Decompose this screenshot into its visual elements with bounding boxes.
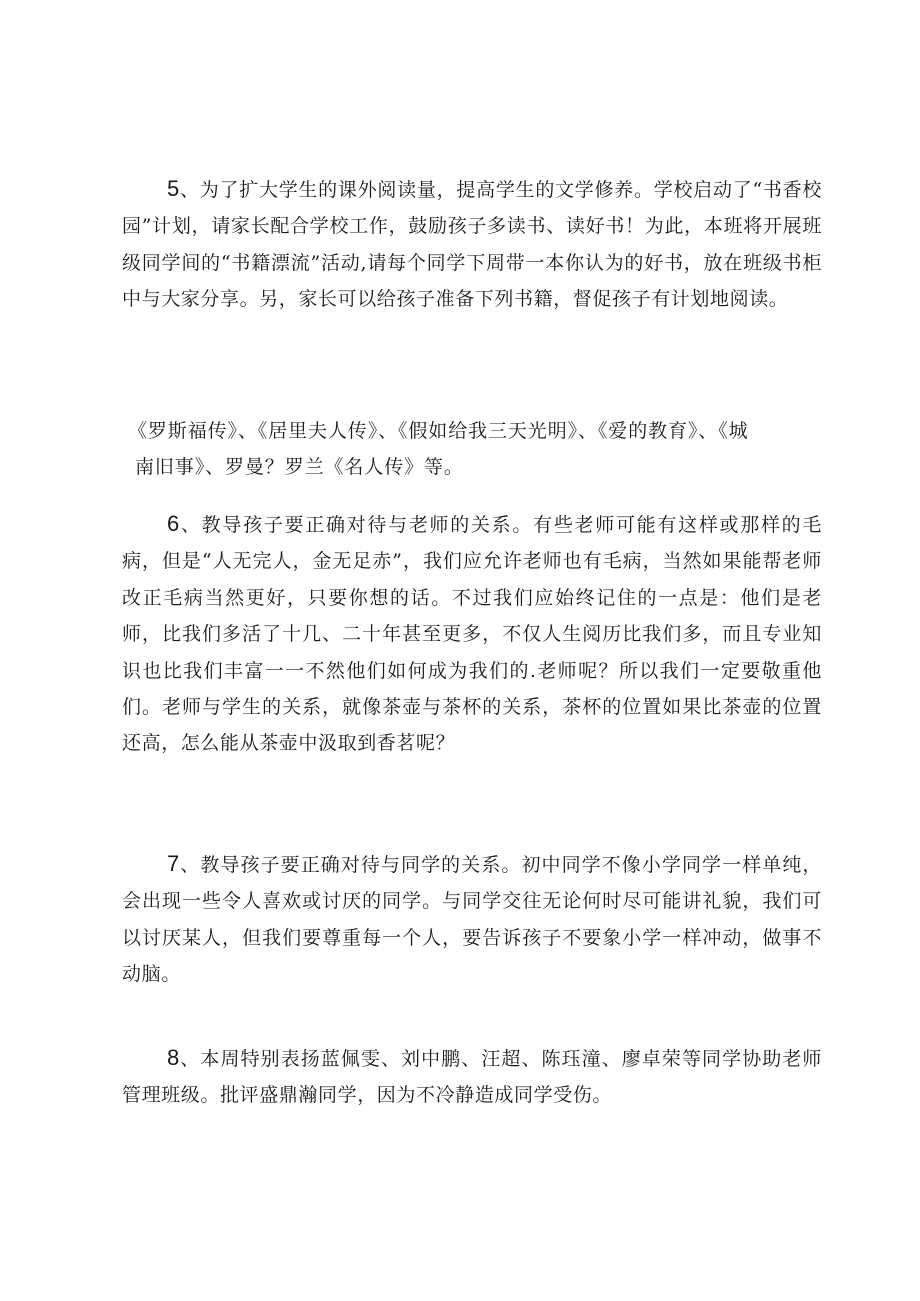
paragraph-7-text: 、教导孩子要正确对待与同学的关系。初中同学不像小学同学一样单纯，会出现一些令人喜欢或讨厌的同学。与同学交往无论何时尽可能讲礼貌，我们可以讨厌某人，但我们要尊重每一个人，要告诉孩子不要象小学一样冲动，做事不动脑。 [122, 854, 822, 986]
book-list-line-1: 《罗斯福传》、《居里夫人传》、《假如给我三天光明》、《爱的教育》、《城 [128, 420, 749, 442]
paragraph-6-text: 、教导孩子要正确对待与老师的关系。有些老师可能有这样或那样的毛病，但是“人无完人，金无足赤”，我们应允许老师也有毛病，当然如果能帮老师改正毛病当然更好，只要你想的话。不过我们应始终记住的一点是：他们是老师，比我们多活了十几、二十年甚至更多，不仅人生阅历比我们多，而且专业知识也比我们丰富一一不然他们如何成为我们的.老师呢？所以我们一定要敬重他们。老师与学生的关系，就像茶壶与茶杯的关系，茶杯的位置如果比茶壶的位置还高，怎么能从茶壶中汲取到香茗呢？ [122, 514, 822, 755]
paragraph-7-number: 7 [167, 851, 180, 876]
paragraph-8 [122, 1040, 822, 1114]
book-list [128, 413, 828, 485]
paragraph-7 [122, 846, 822, 993]
paragraph-5 [122, 171, 822, 318]
book-list-line-2: 南旧事》、罗曼？罗兰《名人传》等。 [135, 456, 464, 478]
paragraph-8-text: 、本周特别表扬蓝佩雯、刘中鹏、汪超、陈珏潼、廖卓荣等同学协助老师管理班级。批评盛鼎瀚同学，因为不冷静造成同学受伤。 [122, 1048, 822, 1107]
paragraph-5-text: 、为了扩大学生的课外阅读量，提高学生的文学修养。学校启动了“书香校园”计划，请家长配合学校工作，鼓励孩子多读书、读好书！为此，本班将开展班级同学间的“书籍漂流”活动,请每个同学下周带一本你认为的好书，放在班级书柜中与大家分享。另，家长可以给孩子准备下列书籍，督促孩子有计划地阅读。 [122, 179, 822, 311]
paragraph-6 [122, 506, 822, 762]
paragraph-8-number: 8 [167, 1045, 180, 1070]
paragraph-5-number: 5 [167, 176, 180, 201]
paragraph-6-number: 6 [167, 511, 180, 536]
